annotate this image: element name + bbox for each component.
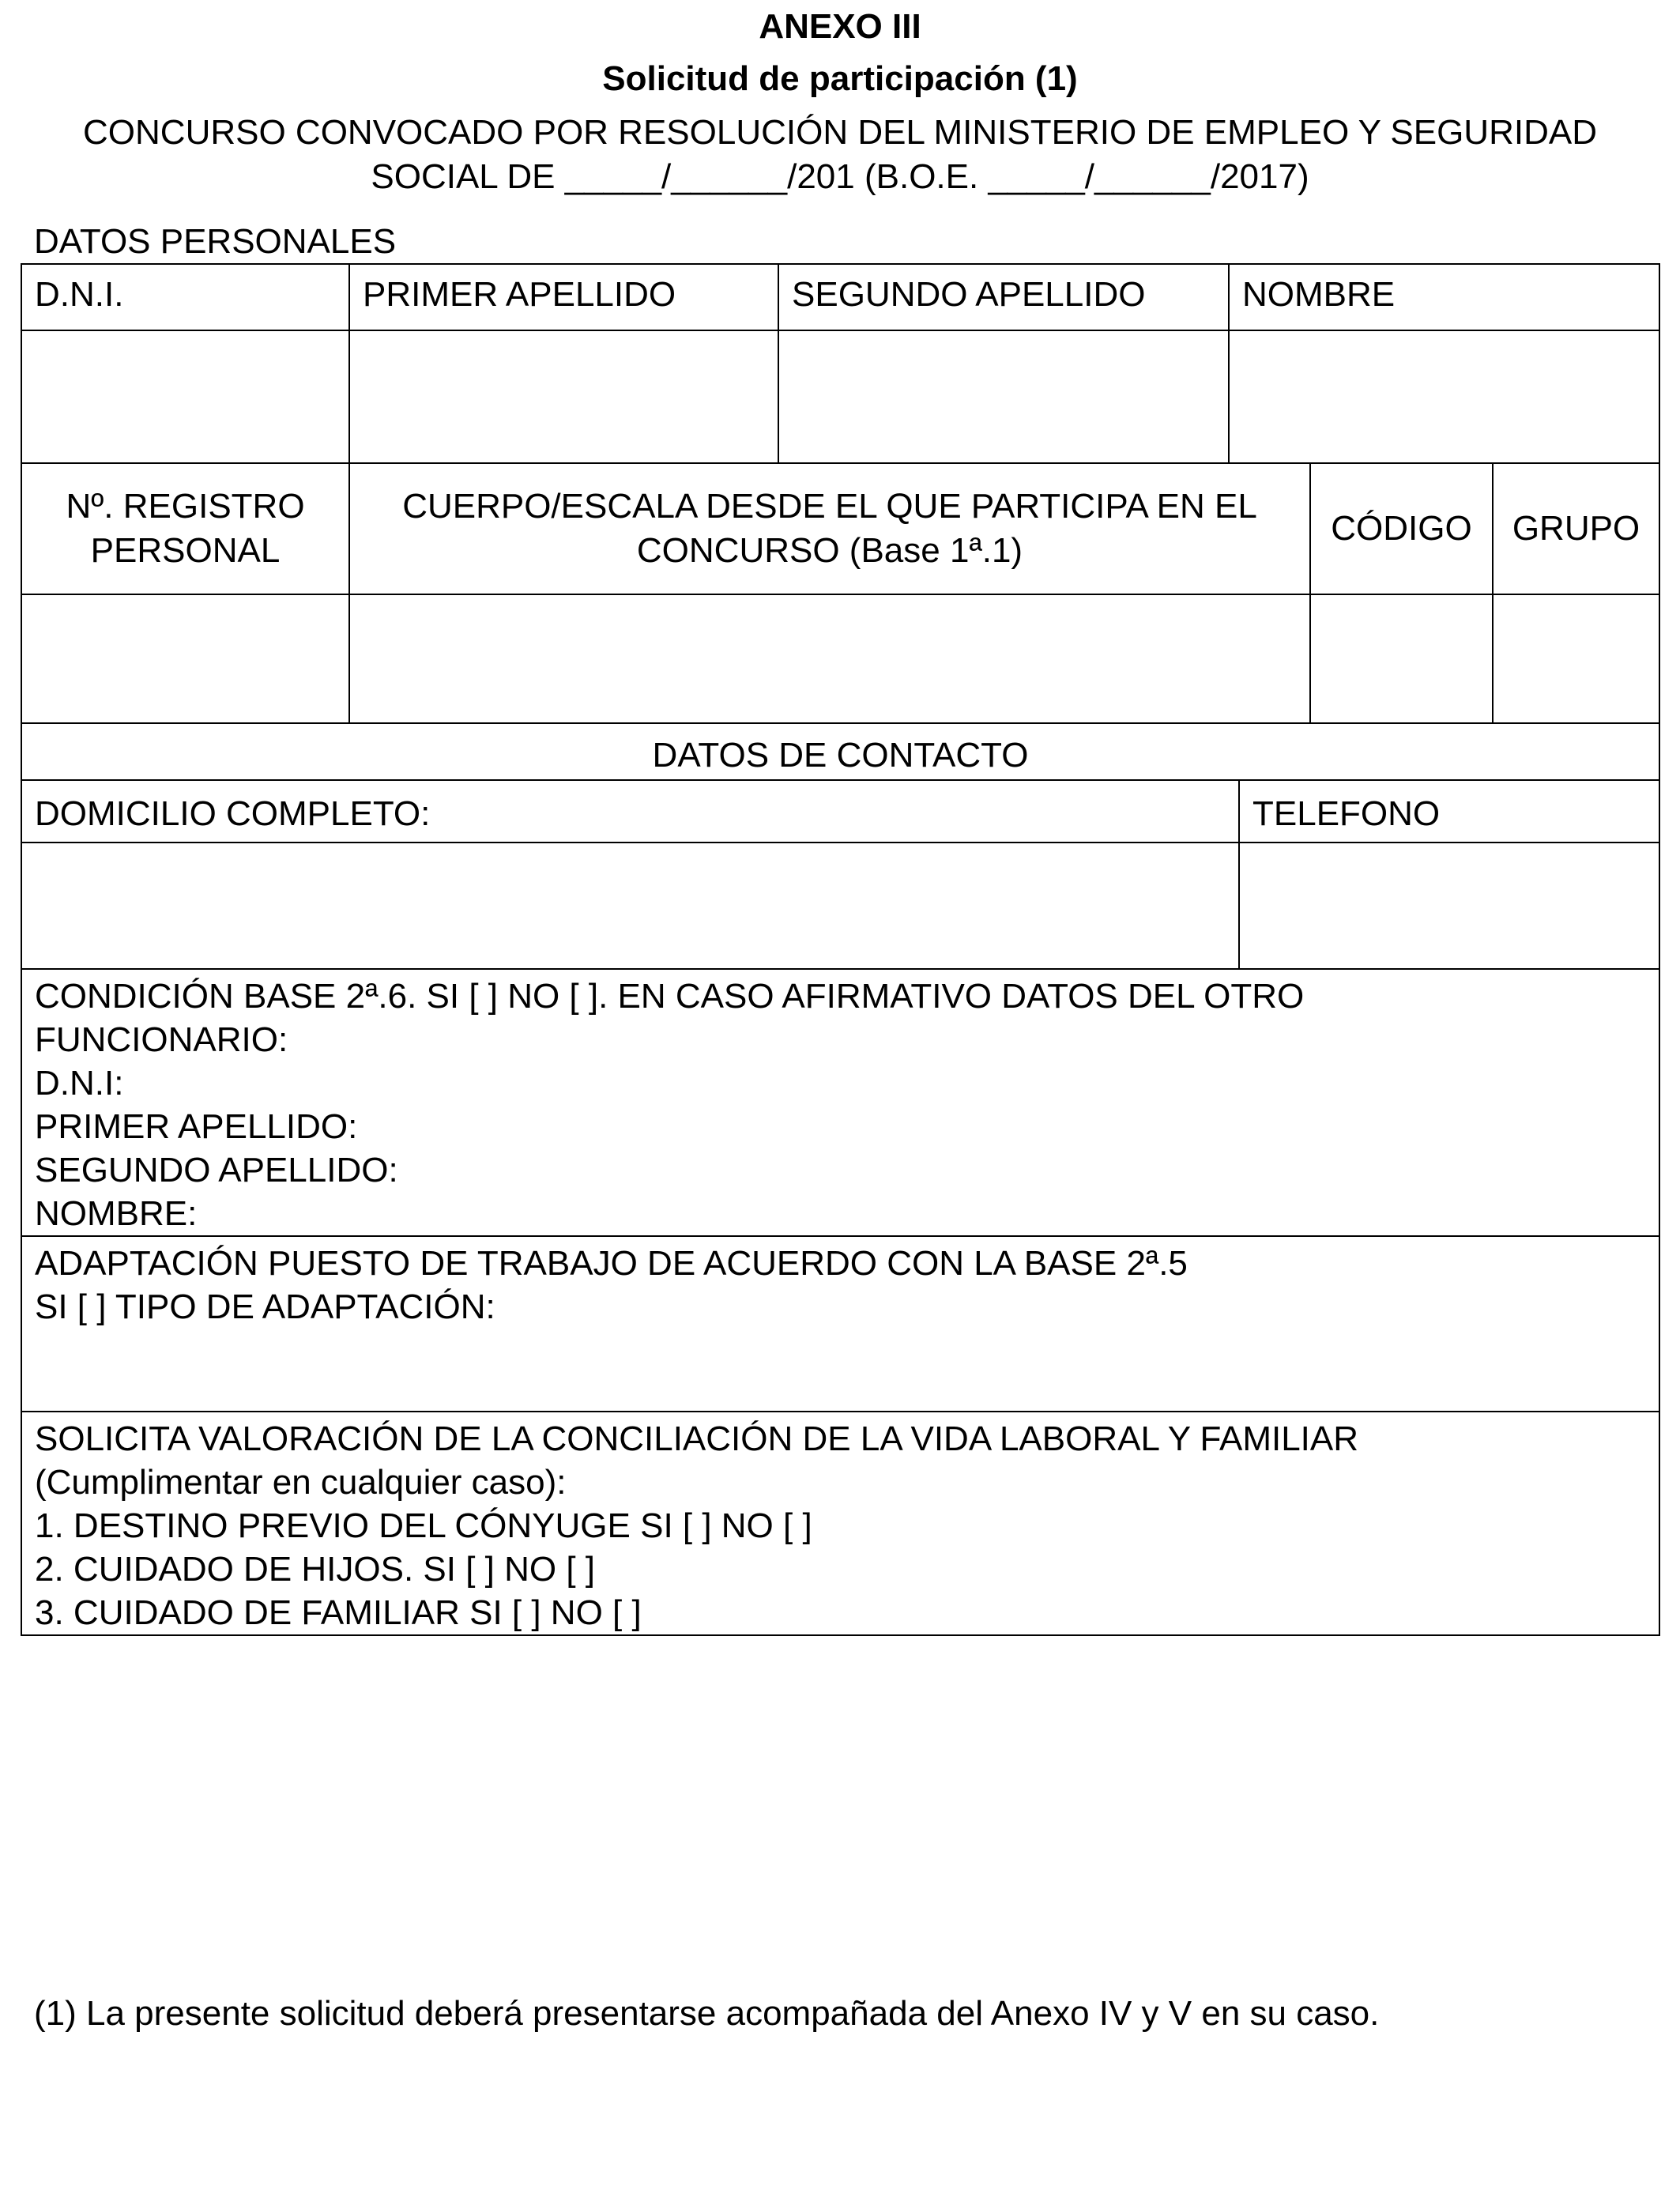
registro-label-line1: Nº. REGISTRO bbox=[66, 487, 305, 526]
nombre-input-cell[interactable] bbox=[1228, 330, 1660, 464]
domicilio-input-cell[interactable] bbox=[21, 842, 1240, 970]
conciliacion-section bbox=[21, 1411, 1660, 1636]
segundo-apellido-label: SEGUNDO APELLIDO bbox=[792, 275, 1146, 314]
grupo-input-cell[interactable] bbox=[1492, 594, 1660, 724]
cuerpo-header-cell bbox=[348, 462, 1311, 595]
telefono-input-cell[interactable] bbox=[1238, 842, 1660, 970]
dni-label: D.N.I. bbox=[35, 275, 124, 314]
footnote: (1) La presente solicitud deberá presentarse acompañada del Anexo IV y V en su caso. bbox=[34, 1994, 1380, 2033]
primer-apellido-label: PRIMER APELLIDO bbox=[363, 275, 676, 314]
convocatoria-line-2: SOCIAL DE _____/______/201 (B.O.E. _____/______/2017) bbox=[371, 157, 1309, 196]
document-title: ANEXO III bbox=[759, 7, 921, 46]
primer-apellido-header-cell bbox=[348, 263, 779, 331]
cuerpo-label-line2: CONCURSO (Base 1ª.1) bbox=[636, 531, 1023, 570]
convocatoria-line-1: CONCURSO CONVOCADO POR RESOLUCIÓN DEL MINISTERIO DE EMPLEO Y SEGURIDAD bbox=[83, 113, 1597, 152]
datos-contacto-header bbox=[21, 722, 1660, 781]
nombre-header-cell bbox=[1228, 263, 1660, 331]
conciliacion-text: SOLICITA VALORACIÓN DE LA CONCILIACIÓN DE LA VIDA LABORAL Y FAMILIAR (Cumplimentar en cualquier caso): 1. DESTINO PREVIO DEL CÓNYUGE SI [ ] NO [ ] 2. CUIDADO DE HIJOS. SI [ ] NO [ ] 3. CUIDADO DE FAMILIAR SI [ ] NO [ ] bbox=[35, 1419, 1359, 1632]
codigo-label: CÓDIGO bbox=[1331, 509, 1472, 548]
adaptacion-section bbox=[21, 1235, 1660, 1412]
registro-label-line2: PERSONAL bbox=[90, 531, 281, 570]
cuerpo-input-cell[interactable] bbox=[348, 594, 1311, 724]
codigo-header-cell bbox=[1309, 462, 1494, 595]
grupo-label: GRUPO bbox=[1512, 509, 1640, 548]
condicion-section bbox=[21, 968, 1660, 1237]
dni-input-cell[interactable] bbox=[21, 330, 350, 464]
domicilio-label: DOMICILIO COMPLETO: bbox=[35, 794, 431, 833]
condicion-text: CONDICIÓN BASE 2ª.6. SI [ ] NO [ ]. EN CASO AFIRMATIVO DATOS DEL OTRO FUNCIONARIO: D.N.I: PRIMER APELLIDO: SEGUNDO APELLIDO: NOMBRE: bbox=[35, 977, 1305, 1233]
grupo-header-cell bbox=[1492, 462, 1660, 595]
segundo-apellido-header-cell bbox=[778, 263, 1230, 331]
document-subtitle: Solicitud de participación (1) bbox=[602, 59, 1078, 98]
telefono-header-cell bbox=[1238, 779, 1660, 843]
registro-header-cell bbox=[21, 462, 350, 595]
telefono-label: TELEFONO bbox=[1252, 794, 1441, 833]
registro-input-cell[interactable] bbox=[21, 594, 350, 724]
nombre-label: NOMBRE bbox=[1242, 275, 1396, 314]
codigo-input-cell[interactable] bbox=[1309, 594, 1494, 724]
datos-contacto-label: DATOS DE CONTACTO bbox=[652, 736, 1029, 775]
datos-personales-label: DATOS PERSONALES bbox=[34, 222, 397, 261]
cuerpo-label-line1: CUERPO/ESCALA DESDE EL QUE PARTICIPA EN EL bbox=[402, 487, 1257, 526]
domicilio-header-cell bbox=[21, 779, 1240, 843]
adaptacion-text: ADAPTACIÓN PUESTO DE TRABAJO DE ACUERDO CON LA BASE 2ª.5 SI [ ] TIPO DE ADAPTACIÓN: bbox=[35, 1244, 1188, 1326]
segundo-apellido-input-cell[interactable] bbox=[778, 330, 1230, 464]
dni-header-cell bbox=[21, 263, 350, 331]
primer-apellido-input-cell[interactable] bbox=[348, 330, 779, 464]
